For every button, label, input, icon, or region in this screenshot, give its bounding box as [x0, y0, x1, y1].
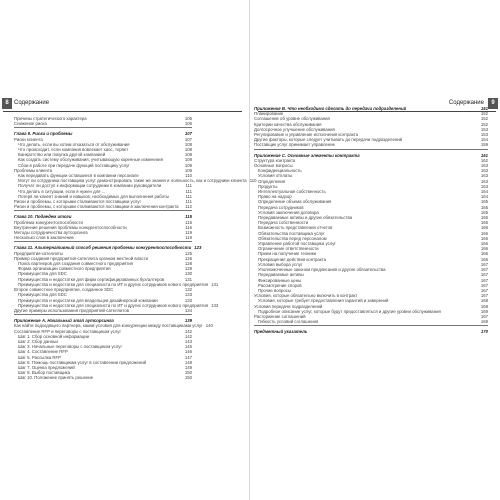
toc-entry-page: 123	[194, 245, 202, 251]
toc-entry-page: 105	[184, 116, 192, 121]
toc-entry-title: Обязательства перед персоналом	[258, 235, 327, 241]
toc-entry-page: 125	[184, 250, 192, 256]
toc-entry-page: 166	[480, 256, 488, 262]
toc-entry-title: Соглашение об уровне обслуживания	[254, 116, 330, 122]
toc-entry-page: 169	[480, 319, 488, 325]
toc-entry-title: Определения	[258, 178, 286, 184]
toc-entry-page: 159	[480, 142, 488, 148]
toc-entry-page: 139	[184, 318, 192, 324]
toc-entry-title: Риски клиента	[14, 136, 43, 142]
toc-entry-page: 166	[480, 225, 488, 231]
toc-entry-title: Сбои в работе при передаче функций поставщику услуг	[18, 162, 130, 168]
toc-entry-title: Что делать в ситуации, если я нужен для ...	[18, 188, 106, 194]
toc-entry-page: 132	[184, 287, 192, 293]
toc-entry-title: Долгосрочное улучшение обслуживания	[254, 126, 335, 132]
toc-entry-title: Прием на получение техники	[258, 251, 317, 257]
toc-entry-title: Фиксированные цены	[258, 277, 302, 283]
toc-entry-title: Методы сотрудничества аутсорсинга	[14, 230, 88, 236]
toc-entry-title: Преимущества для SDC	[18, 271, 67, 277]
toc-entry-title: Условия заключения договора	[258, 209, 319, 215]
toc-entry-page: 111	[185, 193, 192, 199]
toc-entry-title: Шаг 5. Рассылка RFP	[18, 354, 62, 360]
toc-entry-page: 163	[480, 168, 488, 174]
toc-entry-title: Регулирование и управление исполнения контракта	[254, 132, 359, 138]
toc-entry-title: Другие примеры использования предприятий-сателлитов	[14, 307, 130, 313]
toc-entry-title: Как передавать функции оставшиеся в компании персонале	[18, 173, 139, 179]
toc-entry-page: 109	[184, 167, 192, 173]
toc-entry-title: Шаг 8. Выбор поставщика	[18, 370, 71, 376]
toc-entry-title: Преимущества и недостатки для владельцев дизайнерской компании	[18, 297, 158, 303]
toc-entry-page: 133	[184, 297, 192, 303]
toc-entry-title: Снижение риска	[14, 121, 47, 127]
toc-entry-page: 167	[480, 287, 488, 293]
toc-entry-title: Критерии качества обслуживания	[254, 121, 322, 127]
toc-entry-page: 129	[184, 266, 192, 272]
toc-entry-title: Условия, которые требует предоставления гарантий и заверений	[258, 298, 389, 304]
toc-entry-title: Интеллектуальная собственность	[258, 189, 326, 195]
toc-entry-title: Глава 11. Альтернативный способ решения проблемы конкурентоспособности	[14, 245, 192, 251]
left-toc	[14, 116, 257, 381]
toc-entry-title: Риски и проблемы, с которыми сталкиваются поставщики в заключения контракта	[14, 204, 179, 210]
toc-entry-title: Условия отплаты	[258, 173, 293, 179]
toc-entry-page: 166	[480, 251, 488, 257]
toc-entry-title: Расторжение соглашений	[254, 313, 306, 319]
toc-entry-title: Причины стратегического характера	[14, 116, 87, 121]
toc-entry-title: Получат ли доступ к информации сотрудники в компании руководители	[18, 183, 162, 189]
toc-entry-title: Прекращение действия контракта	[258, 256, 327, 262]
toc-entry-title: Шаг 2. Сбор данных	[18, 338, 59, 344]
toc-entry-page: 111	[185, 199, 192, 205]
toc-entry-title: Глава 9. Риски и проблемы	[14, 131, 73, 137]
toc-entry-page: 133	[211, 302, 219, 308]
toc-entry[interactable]	[14, 235, 192, 240]
toc-entry-page: 110	[185, 173, 192, 179]
toc-entry-title: Преимущества для SDC	[18, 292, 67, 298]
toc-entry-title: Передаваемые активы	[258, 272, 304, 278]
toc-entry-title: Продукты	[258, 183, 278, 189]
toc-entry-page: 111	[185, 183, 192, 189]
toc-entry-page: 164	[480, 189, 488, 195]
toc-entry-title: Рассмотрение споров	[258, 282, 302, 288]
toc-entry-title: Передача собственности	[258, 220, 309, 226]
toc-entry-page: 167	[480, 261, 488, 267]
toc-entry-title: Что происходит, если компания вовлекает хаос, теряет	[18, 147, 129, 153]
toc-entry-page: 152	[480, 121, 488, 127]
toc-entry-page: 163	[480, 163, 488, 169]
toc-entry-page: 162	[480, 157, 488, 163]
toc-entry[interactable]	[254, 142, 488, 147]
toc-entry-page: 130	[184, 271, 192, 277]
toc-entry-page: 133	[184, 292, 192, 298]
toc-entry-title: Как найти подходящего партнера, каким условия для конкуренции между поставщиками услуг	[14, 323, 203, 329]
toc-entry-page: 151	[480, 106, 488, 111]
toc-entry-title: Банкротство или покупка другой компанией	[18, 152, 106, 158]
toc-entry-title: Поставщик услуг принимает управление	[254, 142, 336, 148]
toc-entry-title: Могут ли сотрудники поставщика услуг демонстрировать такие же знания и лояльность, как и сотрудники клиента	[18, 178, 247, 184]
toc-entry-title: Глава 10. Подведем итоги	[14, 214, 72, 220]
toc-entry-page: 111	[185, 188, 192, 194]
toc-chapter-entry[interactable]	[254, 329, 488, 334]
toc-entry-title: Основные вопросы	[254, 163, 293, 169]
toc-entry-title: Форма организации совместного предприятия	[18, 266, 111, 272]
toc-entry-page: 163	[480, 173, 488, 179]
toc-entry-page: 165	[480, 209, 488, 215]
toc-entry-page: 167	[480, 267, 488, 273]
toc-entry-title: Возможность представления отчетов	[258, 225, 333, 231]
toc-entry-page: 140	[205, 323, 213, 329]
toc-entry-page: 109	[184, 162, 192, 168]
toc-entry-page: 167	[480, 277, 488, 283]
toc-entry-title: Конфиденциальность	[258, 168, 302, 174]
toc-entry-page: 149	[184, 364, 192, 370]
right-page	[250, 0, 500, 500]
toc-entry-title: Проблема конкурентоспособности	[14, 219, 83, 225]
toc-entry-page: 128	[184, 261, 192, 267]
toc-entry-page: 134	[184, 307, 192, 313]
toc-entry-title: Условия, которые обязательно включить в контракт	[254, 293, 358, 299]
toc-entry-title: Передаваемые активы и другие обязательства	[258, 215, 353, 221]
left-page-number: 8	[2, 98, 12, 109]
chapter-rule	[14, 314, 192, 315]
toc-entry-page: 107	[184, 136, 192, 142]
toc-entry-page: 116	[185, 224, 192, 230]
chapter-rule	[14, 241, 192, 242]
toc-entry-title: Что делать, если вы хотим отказаться от обслуживания	[18, 141, 130, 147]
toc-entry-title: Гибкость условий соглашения	[258, 319, 319, 325]
toc-entry-title: Второе совместное предприятие, созданное SDC	[14, 287, 114, 293]
toc-entry-page: 167	[480, 313, 488, 319]
right-toc	[254, 103, 488, 335]
toc-entry-page: 112	[185, 204, 192, 210]
toc-entry-page: 143	[184, 338, 192, 344]
toc-entry-title: Ограничение ответственности	[258, 246, 319, 252]
toc-entry-page: 115	[185, 214, 192, 220]
toc-entry-page: 152	[480, 116, 488, 122]
toc-entry-page: 147	[184, 354, 192, 360]
toc-entry-title: Несколько слов в заключение	[14, 235, 74, 241]
toc-entry-title: Условия выбора услуг	[258, 261, 303, 267]
toc-entry-page: 153	[480, 132, 488, 138]
toc-entry-title: Шаг 6. Помощь поставщикам услуг в составлении предложений	[18, 359, 147, 365]
toc-entry-title: Составление RFP и переговоры с поставщиком услуг	[14, 328, 122, 334]
toc-entry-page: 166	[480, 241, 488, 247]
toc-entry-page: 108	[184, 152, 192, 158]
toc-entry-title: Преимущества и недостатки для специалиста по ИТ и других сотрудников нового предприятия	[18, 281, 209, 287]
toc-entry-title: Как создать систему обслуживания, учитывающую коренные изменения	[18, 157, 163, 163]
toc-entry[interactable]	[14, 308, 192, 313]
toc-entry-page: 108	[184, 147, 192, 153]
toc-entry-title: Определение объема обслуживания	[258, 199, 332, 205]
toc-entry-title: Предметный указатель	[254, 329, 308, 335]
toc-entry-page: 161	[480, 152, 488, 158]
left-header-rule	[3, 111, 242, 112]
toc-entry-page: 165	[480, 199, 488, 205]
toc-entry-title: Другие факторы, которые следует учитывать до передачи подразделений	[254, 137, 403, 143]
toc-entry-page: 163	[480, 178, 488, 184]
toc-entry-page: 126	[184, 255, 192, 261]
toc-entry-page: 131	[211, 281, 219, 287]
chapter-rule	[14, 127, 192, 128]
toc-entry-title: Проблемы клиента	[14, 167, 53, 173]
toc-entry-page: 166	[480, 235, 488, 241]
toc-entry-page: 163	[480, 183, 488, 189]
toc-entry-page: 166	[480, 220, 488, 226]
toc-entry-page: 169	[480, 308, 488, 314]
toc-entry-page: 167	[480, 293, 488, 299]
chapter-rule	[254, 325, 488, 326]
toc-entry-title: Прочие вопросы	[258, 287, 291, 293]
toc-entry-page: 150	[184, 375, 192, 381]
toc-entry-page: 107	[184, 131, 192, 137]
toc-entry-page: 119	[185, 235, 192, 241]
toc-entry-title: Условия передачи подразделений	[254, 303, 323, 309]
toc-entry-title: Шаг 10. Положение принять решение	[18, 375, 94, 381]
toc-entry-page: 148	[184, 359, 192, 365]
toc-entry-page: 145	[184, 344, 192, 350]
toc-entry-page: 131	[184, 276, 192, 282]
right-page-number: 9	[488, 98, 498, 109]
toc-entry-page: 165	[480, 215, 488, 221]
toc-entry-page: 166	[480, 230, 488, 236]
toc-entry-title: Подробное описание услуг, которые будут предоставляться и другие уровни обслуживания	[258, 308, 441, 314]
toc-entry-title: Шаг 3. Начальные переговоры с поставщиком услуг	[18, 344, 123, 350]
toc-entry-title: Право на надзор	[258, 194, 292, 200]
toc-entry-page: 106	[184, 121, 192, 127]
chapter-rule	[254, 149, 488, 150]
toc-entry-page: 142	[184, 328, 192, 334]
toc-entry-title: Передача сотрудников	[258, 204, 304, 210]
toc-entry-page: 108	[184, 141, 192, 147]
toc-entry-title: Поиск партнеров для создания совместного предприятия	[18, 261, 133, 267]
toc-entry-page: 152	[480, 111, 488, 117]
toc-entry-page: 154	[480, 137, 488, 143]
toc-entry-page: 168	[480, 298, 488, 304]
toc-entry-page: 167	[480, 282, 488, 288]
toc-entry-page: 115	[185, 219, 192, 225]
toc-entry-title: Планирование	[254, 111, 284, 117]
toc-entry-page: 165	[480, 204, 488, 210]
toc-entry-title: Преимущества и недостатки для специалиста по ИТ и других сотрудников нового предприятия	[18, 302, 209, 308]
toc-entry[interactable]	[14, 121, 192, 126]
toc-entry-title: Управление работой поставщика услуг	[258, 241, 336, 247]
toc-entry-title: Уполномоченные законом предписания и другие обязательства	[258, 267, 386, 273]
toc-entry-page: 108	[184, 157, 192, 163]
toc-entry-title: Внутренние решения проблемы конкурентоспособности	[14, 224, 127, 230]
toc-entry-title: Шаг 7. Оценка предложений	[18, 364, 75, 370]
toc-entry-title: Обязательства поставщика услуг	[258, 230, 325, 236]
toc-entry-title: Потеря ли клиент знаний и навыков, необходимых для выполнения работы	[18, 193, 170, 199]
toc-entry-title: Преимущества и недостатки для фирм сертифицированных бухгалтеров	[18, 276, 165, 282]
toc-entry-title: Предприятия-сателлиты	[14, 250, 63, 256]
toc-entry[interactable]	[14, 375, 192, 380]
toc-entry-title: Риски и проблемы, с которыми сталкиваются поставщики услуг	[14, 199, 142, 205]
toc-entry-title: Структура контракта	[254, 157, 296, 163]
toc-entry-page: 142	[184, 333, 192, 339]
toc-entry-page: 110	[249, 178, 257, 184]
toc-entry-page: 150	[184, 370, 192, 376]
chapter-rule	[14, 210, 192, 211]
left-page-header-title: Содержание	[14, 100, 50, 106]
toc-entry-title: Приложение С. Основные элементы контракта	[254, 152, 360, 158]
toc-entry-page: 168	[480, 303, 488, 309]
toc-entry-page: 164	[480, 194, 488, 200]
toc-entry-title: Шаг 1. Сбор основной информации	[18, 333, 90, 339]
toc-entry-page: 146	[184, 349, 192, 355]
left-page-header	[0, 98, 250, 110]
toc-entry[interactable]	[14, 204, 192, 209]
toc-entry-page: 170	[480, 329, 488, 335]
toc-entry[interactable]	[254, 319, 488, 324]
toc-entry-title: Приложение А. Начальный этап аутсорсинга	[14, 318, 114, 324]
toc-entry-page: 119	[185, 230, 192, 236]
toc-entry-title: Приложение В. Что необходимо сделать до передачи подразделений	[254, 106, 407, 111]
toc-entry-title: Пример создания предприятия-сателлита органом местной власти	[14, 255, 148, 261]
toc-entry-page: 167	[480, 272, 488, 278]
right-page-header-title: Содержание	[448, 100, 484, 106]
toc-entry-title: Шаг 4. Составление RFP	[18, 349, 68, 355]
toc-entry-page: 153	[480, 126, 488, 132]
toc-entry-page: 166	[480, 246, 488, 252]
